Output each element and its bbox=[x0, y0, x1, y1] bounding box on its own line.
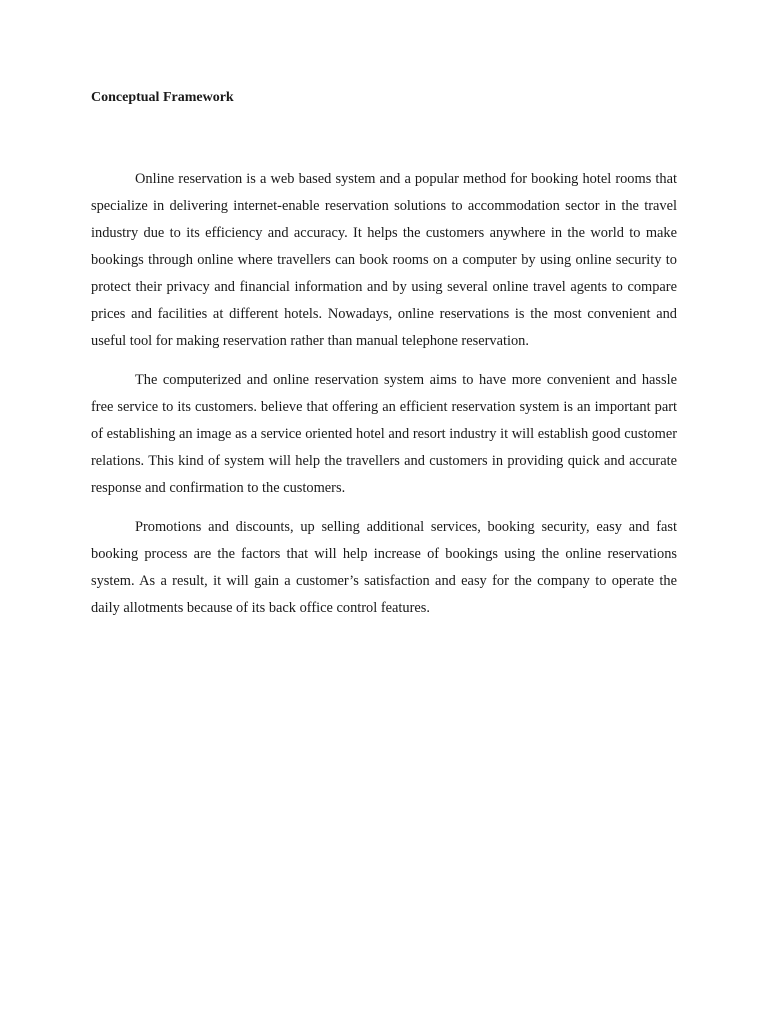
paragraph-online-reservation: Online reservation is a web based system and a popular method for booking hotel rooms that specialize in delivering internet-enable reservation solutions to accommodation sector in the travel industry due to its efficiency and accuracy. It helps the customers anywhere in the world to make bookings through online where travellers can book rooms on a computer by using online security to protect their privacy and financial information and by using several online travel agents to compare prices and facilities at different hotels. Nowadays, online reservations is the most convenient and useful tool for making reservation rather than manual telephone reservation. bbox=[91, 171, 677, 349]
body-text bbox=[91, 166, 677, 634]
section-heading: Conceptual Framework bbox=[91, 90, 234, 105]
paragraph-computerized-system: The computerized and online reservation system aims to have more convenient and hassle free service to its customers. believe that offering an efficient reservation system is an important part of establishing an image as a service oriented hotel and resort industry it will establish good customer relations. This kind of system will help the travellers and customers in providing quick and accurate response and confirmation to the customers. bbox=[91, 372, 677, 496]
paragraph-promotions: Promotions and discounts, up selling additional services, booking security, easy and fast booking process are the factors that will help increase of bookings using the online reservations system. As a result, it will gain a customer’s satisfaction and easy for the company to operate the daily allotments because of its back office control features. bbox=[91, 519, 677, 616]
